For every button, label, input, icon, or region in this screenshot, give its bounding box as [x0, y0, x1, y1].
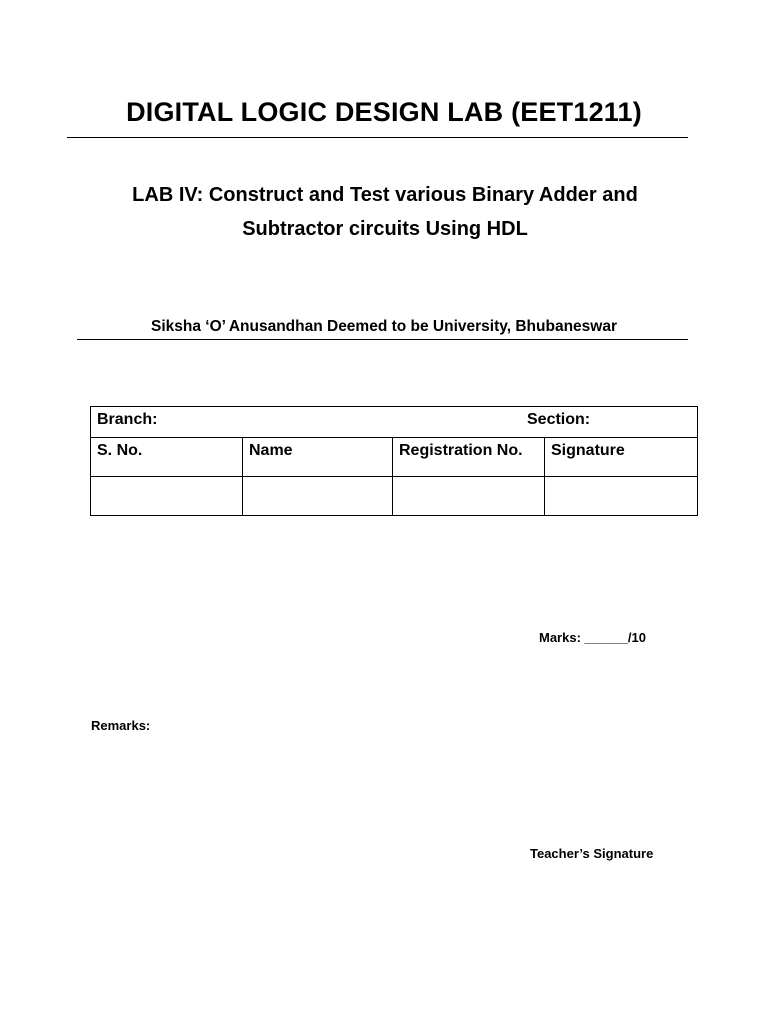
- lab-subtitle-line2: Subtractor circuits Using HDL: [242, 218, 528, 240]
- marks-field: Marks: ______/10: [539, 630, 646, 645]
- university-name: Siksha ‘O’ Anusandhan Deemed to be University, Bhubaneswar: [151, 318, 617, 335]
- branch-row: [91, 407, 698, 438]
- lab-subtitle: [60, 178, 710, 246]
- column-header-sno: S. No.: [91, 438, 243, 477]
- university-underline: [77, 339, 688, 340]
- table-cell-name[interactable]: [243, 477, 393, 516]
- remarks-label: Remarks:: [91, 718, 151, 733]
- table-cell-signature[interactable]: [545, 477, 698, 516]
- table-row: [91, 477, 698, 516]
- document-title: DIGITAL LOGIC DESIGN LAB (EET1211): [126, 97, 642, 127]
- lab-subtitle-line1: LAB IV: Construct and Test various Binary Adder and: [132, 184, 638, 206]
- column-header-signature: Signature: [545, 438, 698, 477]
- column-header-registration: Registration No.: [393, 438, 545, 477]
- branch-label: Branch:: [97, 411, 158, 428]
- column-header-name: Name: [243, 438, 393, 477]
- table-cell-sno[interactable]: [91, 477, 243, 516]
- teacher-signature-label: Teacher’s Signature: [530, 846, 654, 861]
- student-info-table: [90, 406, 698, 516]
- title-underline: [67, 137, 688, 138]
- table-cell-registration[interactable]: [393, 477, 545, 516]
- section-label: Section:: [527, 411, 591, 428]
- table-header-row: [91, 438, 698, 477]
- branch-section-cell: [91, 407, 698, 438]
